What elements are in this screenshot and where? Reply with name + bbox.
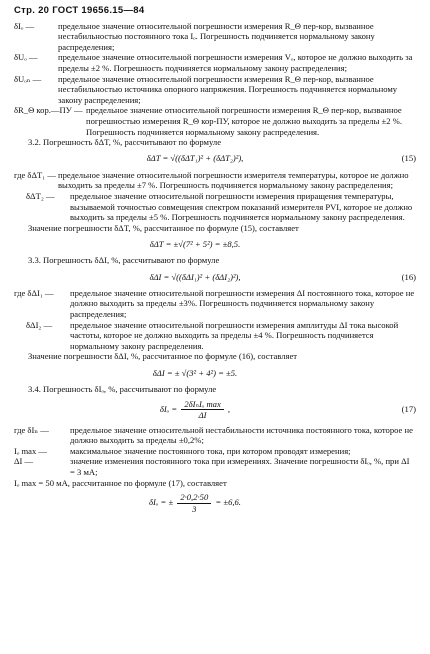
value-16: [14, 364, 416, 382]
definition-item: [14, 74, 416, 106]
where-term: где δIₙ —: [14, 424, 49, 435]
where-term: δΔT₂ —: [26, 190, 55, 201]
definition-item: [14, 52, 416, 73]
formula-15-number: (15): [401, 153, 416, 164]
page-header: Стр. 20 ГОСТ 19656.15—84: [14, 5, 145, 16]
definition-item: [14, 21, 416, 53]
where-item: [14, 446, 416, 457]
where-text: значение изменения постоянного тока при измерениях. Значение погрешности δIₒ, %, при ΔI = 3 мА;: [70, 456, 410, 477]
definition-item: [14, 105, 416, 137]
definition-text: предельное значение относительной погрешности измерения Vₒ, которое не должно выходить за пределы ±2 %. Погрешность подчиняется нормальному закону распределения;: [58, 52, 413, 73]
where-item: [14, 425, 416, 446]
value-16-body: δΔI = ± √(3² + 4²) = ±5.: [152, 367, 238, 378]
where-item: [14, 191, 416, 223]
formula-17: [14, 397, 416, 423]
formula-17-numerator: 2δIₙIₒ max: [181, 399, 223, 411]
formula-17-tail: ,: [227, 403, 231, 414]
value-intro-17: Iₒ max = 50 мА, рассчитанное по формуле (17), составляет: [14, 477, 227, 488]
section-3-2-intro: 3.2. Погрешность δΔT, %, рассчитывают по формуле: [28, 137, 222, 148]
definition-text: предельное значение относительной погрешности измерения R_Θ пер-кор, вызванное нестабильностью постоянного тока Iₒ. Погрешность подчиняется нормальному закону распределения;: [58, 20, 375, 52]
value-15-body: δΔT = ±√(7² + 5²) = ±8,5.: [149, 238, 241, 249]
where-text: предельное значение относительной погрешности измерения амплитуды ΔI тока высокой частоты, которое не должно выходить за пределы ±4 %. Погрешность подчиняется нормальному закону распределения.: [70, 319, 399, 351]
where-term: где δΔI₁ —: [14, 287, 54, 298]
where-item: [14, 320, 416, 352]
where-text: максимальное значение постоянного тока, при котором проводят измерения;: [70, 445, 351, 456]
value-intro-15: Значение погрешности δΔT, %, рассчитанное по формуле (15), составляет: [28, 222, 299, 233]
where-text: предельное значение относительной нестабильности источника постоянного тока, которое не должно выходить за пределы ±0,2%;: [70, 424, 413, 446]
formula-17-body: [14, 399, 376, 421]
value-17-lhs: δIₒ = ±: [149, 497, 174, 508]
value-intro-16: Значение погрешности δΔI, %, рассчитанное по формуле (16), составляет: [28, 351, 298, 362]
where-term: Iₒ max —: [14, 445, 48, 456]
where-term: ΔI —: [14, 456, 34, 467]
formula-17-number: (17): [401, 404, 416, 415]
formula-15: [14, 150, 416, 168]
definition-term: δIₒ —: [14, 20, 35, 31]
section-3-4-intro: 3.4. Погрешность δIₒ, %, рассчитывают по формуле: [28, 384, 217, 395]
where-term: где δΔT₁ —: [14, 169, 56, 180]
value-17-denominator: 3: [192, 503, 197, 514]
definition-term: δUₒ —: [14, 52, 38, 63]
where-item: [14, 170, 416, 191]
value-17-rhs: = ±6,6.: [215, 497, 241, 508]
where-item: [14, 288, 416, 320]
value-15: [14, 235, 416, 253]
value-17-numerator: 2·0,2·50: [177, 492, 211, 504]
formula-16: [14, 268, 416, 286]
definition-text: предельное значение относительной погрешности измерения R_Θ пер-кор, вызванное погрешностью измерения R_Θ кор-ПУ, которое не должно выходить за пределы ±2 %. Погрешность подчиняется нормальному закону распределения.: [86, 105, 402, 137]
where-text: предельное значение относительной погрешности измерения ΔI постоянного тока, которое не должно выходить за пределы ±3%. Погрешность подчиняется нормальному закону распределения;: [70, 287, 415, 320]
formula-16-number: (16): [401, 271, 416, 282]
formula-17-fraction: [181, 399, 223, 421]
value-17: [14, 490, 416, 516]
definition-term: δR_Θ кор.—ПУ —: [14, 105, 83, 116]
value-17-fraction: [177, 492, 211, 514]
value-17-body: [14, 492, 376, 514]
where-text: предельное значение относительной погрешности измерителя температуры, которое не должно выходить за пределы ±7 %. Погрешность подчиняется нормальному закону распределения;: [58, 169, 409, 191]
formula-16-body: δΔI = √((δΔI₁)² + (δΔI₂)²),: [149, 271, 241, 282]
formula-15-body: δΔT = √((δΔT₁)² + (δΔT₂)²),: [146, 153, 244, 164]
where-term: δΔI₂ —: [26, 319, 53, 330]
where-text: предельное значение относительной погрешности измерения приращения температуры, вызываемой точностью совмещения спектром показаний измерителя PVI, которое не должно выходить за пределы ±5 %. Погрешность подчиняется нормальному закону распределения.: [70, 190, 413, 223]
formula-17-lhs: δIₒ =: [159, 403, 178, 414]
formula-17-denominator: ΔI: [198, 410, 207, 421]
section-3-3-intro: 3.3. Погрешность δΔI, %, рассчитывают по формуле: [28, 255, 220, 266]
where-item: [14, 456, 416, 477]
definition-term: δUₒₙ —: [14, 73, 42, 84]
definition-text: предельное значение относительной погрешности измерения R_Θ пер-кор, вызванное нестабильностью источника опорного напряжения. Погрешность подчиняется нормальному закону распределения;: [58, 73, 398, 105]
